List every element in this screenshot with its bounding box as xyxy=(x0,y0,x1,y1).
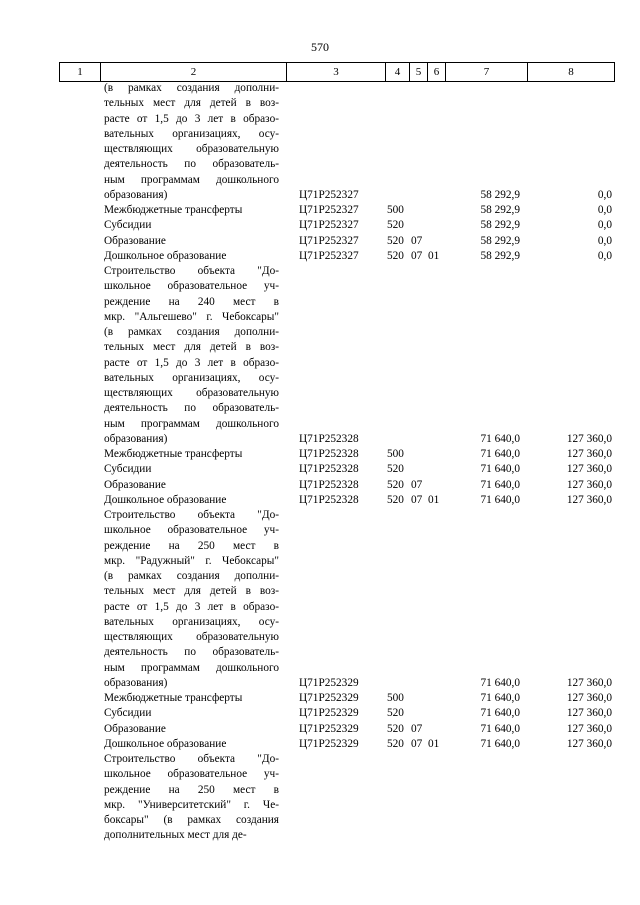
table-row xyxy=(0,706,640,721)
table-row xyxy=(0,234,640,249)
section: 07 xyxy=(411,737,423,750)
amount-col7: 58 292,9 xyxy=(480,249,520,262)
amount-col7: 71 640,0 xyxy=(480,722,520,735)
row-description xyxy=(104,81,279,203)
description-line: вательных организациях, осу- xyxy=(104,615,279,628)
description-line: мкр. "Университетский" г. Че- xyxy=(104,798,279,811)
row-description xyxy=(104,722,279,737)
table-row xyxy=(0,218,640,233)
target-code: Ц71Р252329 xyxy=(299,707,359,720)
description-line: образования) xyxy=(104,676,168,689)
section: 07 xyxy=(411,234,423,247)
amount-col7: 58 292,9 xyxy=(480,204,520,216)
expense-type: 520 xyxy=(387,249,404,262)
expense-type: 520 xyxy=(387,219,404,232)
description-line: тельных мест для детей в воз- xyxy=(104,97,279,110)
description-line: деятельность по образователь- xyxy=(104,646,279,659)
amount-col7: 58 292,9 xyxy=(480,234,520,247)
description-line: реждение на 240 мест в xyxy=(104,295,279,308)
section: 07 xyxy=(411,722,423,735)
description-line: тельных мест для детей в воз- xyxy=(104,585,279,598)
header-col-7: 7 xyxy=(445,63,527,81)
row-description xyxy=(104,508,279,691)
amount-col7: 58 292,9 xyxy=(480,188,520,201)
amount-col7: 71 640,0 xyxy=(480,448,520,460)
description-line: (в рамках создания дополни- xyxy=(104,326,279,338)
table-row xyxy=(0,462,640,477)
description-line: Строительство объекта "До- xyxy=(104,265,279,277)
description-line: Дошкольное образование xyxy=(104,493,227,506)
table-row xyxy=(0,508,640,691)
header-col-1: 1 xyxy=(59,63,100,81)
expense-type: 500 xyxy=(387,692,404,704)
amount-col7: 71 640,0 xyxy=(480,463,520,476)
description-line: боксары" (в рамках создания xyxy=(104,814,279,826)
row-description xyxy=(104,478,279,493)
target-code: Ц71Р252328 xyxy=(299,493,359,506)
amount-col8: 127 360,0 xyxy=(566,448,612,460)
row-description xyxy=(104,752,279,844)
amount-col8: 127 360,0 xyxy=(566,493,612,506)
description-line: вательных организациях, осу- xyxy=(104,371,279,384)
description-line: Образование xyxy=(104,478,166,491)
description-line: школьное образовательное уч- xyxy=(104,524,279,537)
description-line: образования) xyxy=(104,432,168,445)
description-line: образования) xyxy=(104,188,168,201)
amount-col8: 0,0 xyxy=(597,188,612,201)
expense-type: 500 xyxy=(387,204,404,216)
expense-type: 520 xyxy=(387,234,404,247)
target-code: Ц71Р252329 xyxy=(299,692,359,704)
amount-col8: 127 360,0 xyxy=(566,676,612,689)
amount-col7: 71 640,0 xyxy=(480,737,520,750)
description-line: мкр. "Радужный" г. Чебоксары" xyxy=(104,554,279,567)
target-code: Ц71Р252327 xyxy=(299,188,359,201)
amount-col7: 71 640,0 xyxy=(480,692,520,704)
description-line: дополнительных мест для де- xyxy=(104,829,247,842)
target-code: Ц71Р252328 xyxy=(299,432,359,445)
description-line: мкр. "Альгешево" г. Чебоксары" xyxy=(104,310,279,323)
description-line: ным программам дошкольного xyxy=(104,173,279,186)
description-line: тельных мест для детей в воз- xyxy=(104,341,279,354)
table-row xyxy=(0,249,640,264)
table-row xyxy=(0,722,640,737)
table-row xyxy=(0,691,640,706)
amount-col7: 71 640,0 xyxy=(480,478,520,491)
description-line: ществляющих образовательную xyxy=(104,143,279,155)
target-code: Ц71Р252327 xyxy=(299,249,359,262)
description-line: школьное образовательное уч- xyxy=(104,280,279,293)
row-description xyxy=(104,493,279,508)
expense-type: 500 xyxy=(387,448,404,460)
amount-col7: 58 292,9 xyxy=(480,219,520,232)
table-body xyxy=(0,81,640,905)
expense-type: 520 xyxy=(387,707,404,720)
row-description xyxy=(104,447,279,462)
row-description xyxy=(104,706,279,721)
description-line: Образование xyxy=(104,722,166,735)
header-col-2: 2 xyxy=(100,63,286,81)
header-col-5: 5 xyxy=(409,63,427,81)
target-code: Ц71Р252329 xyxy=(299,737,359,750)
header-col-6: 6 xyxy=(427,63,445,81)
page-number: 570 xyxy=(311,40,329,54)
row-description xyxy=(104,249,279,264)
target-code: Ц71Р252327 xyxy=(299,204,359,216)
row-description xyxy=(104,737,279,752)
amount-col8: 127 360,0 xyxy=(566,432,612,445)
amount-col8: 127 360,0 xyxy=(566,722,612,735)
target-code: Ц71Р252328 xyxy=(299,463,359,476)
row-description xyxy=(104,218,279,233)
description-line: расте от 1,5 до 3 лет в образо- xyxy=(104,112,279,125)
description-line: Образование xyxy=(104,234,166,247)
section: 07 xyxy=(411,478,423,491)
target-code: Ц71Р252329 xyxy=(299,676,359,689)
description-line: Дошкольное образование xyxy=(104,249,227,262)
description-line: вательных организациях, осу- xyxy=(104,127,279,140)
target-code: Ц71Р252328 xyxy=(299,478,359,491)
description-line: реждение на 250 мест в xyxy=(104,539,279,552)
description-line: расте от 1,5 до 3 лет в образо- xyxy=(104,600,279,613)
description-line: расте от 1,5 до 3 лет в образо- xyxy=(104,356,279,369)
amount-col7: 71 640,0 xyxy=(480,676,520,689)
description-line: Межбюджетные трансферты xyxy=(104,448,243,460)
description-line: Субсидии xyxy=(104,219,152,232)
expense-type: 520 xyxy=(387,463,404,476)
description-line: Субсидии xyxy=(104,707,152,720)
row-description xyxy=(104,234,279,249)
header-col-8: 8 xyxy=(527,63,615,81)
description-line: ным программам дошкольного xyxy=(104,417,279,430)
description-line: ществляющих образовательную xyxy=(104,387,279,399)
description-line: Межбюджетные трансферты xyxy=(104,692,243,704)
amount-col8: 0,0 xyxy=(597,219,612,232)
row-description xyxy=(104,203,279,218)
header-col-3: 3 xyxy=(286,63,385,81)
description-line: Дошкольное образование xyxy=(104,737,227,750)
target-code: Ц71Р252329 xyxy=(299,722,359,735)
expense-type: 520 xyxy=(387,722,404,735)
table-row xyxy=(0,752,640,844)
table-row xyxy=(0,203,640,218)
amount-col8: 0,0 xyxy=(597,249,612,262)
amount-col8: 127 360,0 xyxy=(566,737,612,750)
description-line: (в рамках создания дополни- xyxy=(104,570,279,582)
description-line: Строительство объекта "До- xyxy=(104,753,279,765)
expense-type: 520 xyxy=(387,737,404,750)
amount-col7: 71 640,0 xyxy=(480,432,520,445)
target-code: Ц71Р252327 xyxy=(299,234,359,247)
section: 07 xyxy=(411,249,423,262)
table-row xyxy=(0,478,640,493)
amount-col8: 0,0 xyxy=(597,204,612,216)
subsection: 01 xyxy=(428,493,440,506)
amount-col7: 71 640,0 xyxy=(480,493,520,506)
table-row xyxy=(0,447,640,462)
expense-type: 520 xyxy=(387,493,404,506)
amount-col8: 127 360,0 xyxy=(566,463,612,476)
description-line: ществляющих образовательную xyxy=(104,631,279,643)
amount-col8: 0,0 xyxy=(597,234,612,247)
row-description xyxy=(104,264,279,447)
description-line: Субсидии xyxy=(104,463,152,476)
table-header xyxy=(59,62,615,82)
description-line: Строительство объекта "До- xyxy=(104,509,279,521)
row-description xyxy=(104,691,279,706)
table-row xyxy=(0,81,640,203)
row-description xyxy=(104,462,279,477)
table-row xyxy=(0,493,640,508)
description-line: ным программам дошкольного xyxy=(104,661,279,674)
target-code: Ц71Р252328 xyxy=(299,448,359,460)
amount-col8: 127 360,0 xyxy=(566,478,612,491)
table-row xyxy=(0,737,640,752)
table-row xyxy=(0,264,640,447)
description-line: реждение на 250 мест в xyxy=(104,783,279,796)
section: 07 xyxy=(411,493,423,506)
description-line: (в рамках создания дополни- xyxy=(104,82,279,94)
target-code: Ц71Р252327 xyxy=(299,219,359,232)
description-line: деятельность по образователь- xyxy=(104,158,279,171)
description-line: школьное образовательное уч- xyxy=(104,768,279,781)
amount-col8: 127 360,0 xyxy=(566,707,612,720)
description-line: деятельность по образователь- xyxy=(104,402,279,415)
subsection: 01 xyxy=(428,249,440,262)
amount-col7: 71 640,0 xyxy=(480,707,520,720)
header-col-4: 4 xyxy=(385,63,409,81)
description-line: Межбюджетные трансферты xyxy=(104,204,243,216)
expense-type: 520 xyxy=(387,478,404,491)
subsection: 01 xyxy=(428,737,440,750)
amount-col8: 127 360,0 xyxy=(566,692,612,704)
